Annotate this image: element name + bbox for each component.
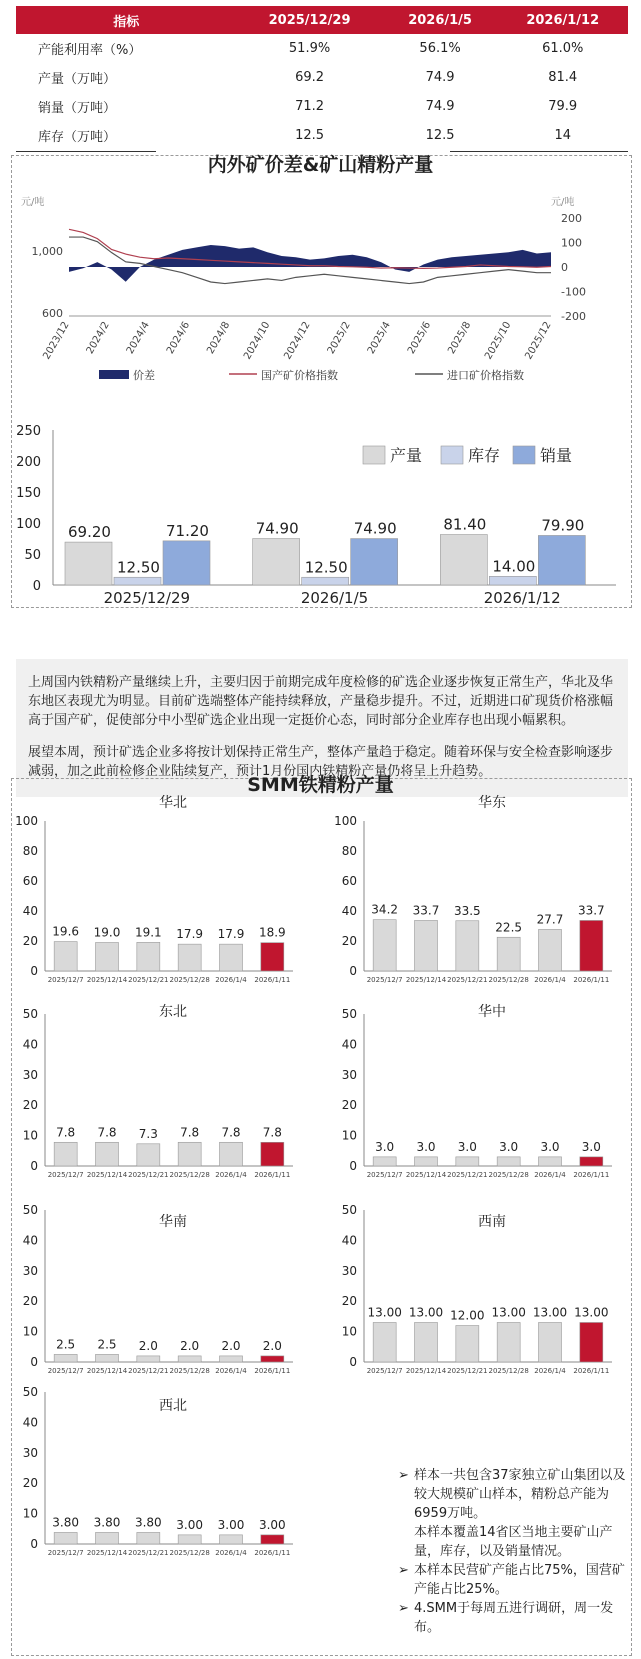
bar	[96, 1354, 119, 1362]
table-cell: 产量（万吨）	[38, 72, 117, 87]
y-tick-label: 80	[22, 844, 38, 858]
y-tick-label: 0	[30, 1355, 38, 1369]
note-text: 4.SMM于每周五进行调研，周一发布。	[414, 1601, 614, 1635]
bar-value-label: 3.0	[499, 1139, 519, 1154]
x-tick-label: 2026/1/4	[534, 1171, 566, 1179]
y-tick-label: 20	[22, 934, 38, 948]
bar-value-label: 13.00	[367, 1305, 402, 1320]
bar-库存	[489, 576, 536, 585]
bar	[497, 1157, 520, 1166]
price-spread-chart	[11, 183, 630, 393]
note-item	[398, 1599, 628, 1637]
legend-swatch	[513, 446, 535, 464]
bar-value-label: 33.7	[577, 903, 605, 918]
y-tick-label: 30	[22, 1445, 38, 1460]
y-tick-label: 40	[341, 1233, 357, 1248]
x-tick-label: 2025/12/21	[447, 976, 488, 984]
x-tick-label: 2026/1/4	[534, 1367, 566, 1375]
table-cell: 销量（万吨）	[38, 101, 117, 116]
y-tick-label: 50	[341, 1007, 357, 1021]
right-tick-label: -200	[561, 310, 586, 323]
bar-value-label: 7.8	[180, 1125, 200, 1140]
bar	[373, 920, 396, 971]
left-tick-label: 600	[42, 307, 63, 320]
y-tick-label: 40	[22, 1037, 38, 1052]
x-tick-label: 2025/12/7	[366, 1367, 403, 1375]
bar-value-label: 33.5	[453, 903, 481, 918]
y-tick-label: 10	[22, 1324, 38, 1339]
table-cell: 12.5	[425, 128, 455, 143]
note-item	[398, 1523, 628, 1561]
x-tick-label: 2024/8	[205, 320, 233, 356]
bar-value-label: 13.00	[574, 1305, 609, 1320]
bar	[178, 1535, 201, 1544]
y-tick-label: 40	[22, 1233, 38, 1248]
bar	[580, 1322, 603, 1362]
category-label: 2025/12/29	[103, 589, 191, 606]
y-tick-label: 200	[16, 455, 41, 470]
note-text: 本样本覆盖14省区当地主要矿山产量，库存，以及销量情况。	[414, 1525, 613, 1559]
bar-value-label: 12.50	[304, 558, 348, 577]
bar-value-label: 13.00	[532, 1305, 568, 1320]
region-title: 西南	[478, 1214, 506, 1230]
x-tick-label: 2026/1/4	[215, 1367, 247, 1375]
bar	[220, 944, 243, 971]
x-tick-label: 2025/12/14	[86, 1171, 128, 1179]
bar-销量	[351, 539, 398, 585]
table-header: 指标	[16, 6, 236, 34]
y-tick-label: 20	[22, 1476, 38, 1491]
bar	[373, 1157, 396, 1166]
bar	[54, 1532, 77, 1544]
bar	[178, 1356, 201, 1362]
x-tick-label: 2025/12/14	[405, 1171, 447, 1179]
legend-label: 国产矿价格指数	[261, 369, 338, 382]
table-cell: 61.0%	[542, 41, 584, 56]
bar-value-label: 2.5	[56, 1337, 76, 1352]
x-tick-label: 2026/1/11	[573, 976, 610, 984]
bar-value-label: 2.0	[221, 1338, 241, 1353]
x-tick-label: 2023/12	[41, 320, 72, 362]
arrow-icon: ➢	[398, 1563, 409, 1578]
x-tick-label: 2025/12/7	[47, 976, 84, 984]
table-row	[16, 121, 628, 150]
y-tick-label: 150	[16, 486, 41, 501]
bar	[54, 942, 77, 971]
y-tick-label: 0	[32, 579, 41, 594]
y-tick-label: 50	[22, 1385, 38, 1399]
right-tick-label: 200	[561, 212, 582, 225]
bar-销量	[538, 535, 585, 585]
left-tick-label: 1,000	[31, 245, 63, 258]
table-cell: 71.2	[295, 99, 325, 114]
region-title: 华中	[478, 1004, 506, 1020]
bar	[456, 1157, 479, 1166]
bar	[580, 1157, 603, 1166]
bar-value-label: 7.3	[138, 1126, 158, 1141]
legend-swatch-spread	[99, 370, 129, 379]
table-cell: 库存（万吨）	[38, 130, 117, 145]
y-tick-label: 40	[341, 904, 357, 918]
table-header: 2025/12/29	[236, 6, 382, 34]
bar-value-label: 19.6	[52, 924, 80, 939]
bar-value-label: 3.00	[258, 1517, 286, 1532]
table-header-row	[16, 6, 628, 34]
right-unit-label: 元/吨	[551, 197, 575, 208]
bar-value-label: 14.00	[492, 557, 536, 576]
x-tick-label: 2025/12/7	[366, 976, 403, 984]
y-tick-label: 100	[334, 814, 357, 828]
y-tick-label: 30	[22, 1263, 38, 1278]
bar	[137, 1144, 160, 1166]
price-panel-title: 内外矿价差&矿山精粉产量	[207, 154, 434, 176]
y-tick-label: 50	[22, 1203, 38, 1217]
bar-value-label: 12.00	[450, 1308, 485, 1323]
table-header: 2026/1/12	[497, 6, 628, 34]
bar-value-label: 2.0	[138, 1338, 158, 1353]
y-tick-label: 0	[349, 964, 357, 978]
right-tick-label: 0	[561, 261, 568, 274]
x-tick-label: 2025/12/14	[405, 1367, 447, 1375]
bar	[137, 1532, 160, 1544]
x-tick-label: 2024/2	[84, 320, 112, 356]
x-tick-label: 2025/2	[325, 320, 353, 356]
bar-value-label: 3.80	[93, 1515, 121, 1530]
legend-label: 产量	[390, 446, 423, 465]
legend-label: 销量	[540, 446, 573, 465]
y-tick-label: 10	[341, 1324, 357, 1339]
y-tick-label: 100	[15, 814, 38, 828]
x-tick-label: 2024/6	[164, 320, 193, 356]
y-tick-label: 20	[22, 1098, 38, 1113]
bar-value-label: 7.8	[221, 1125, 241, 1140]
sample-notes	[398, 1466, 628, 1637]
x-tick-label: 2026/1/11	[254, 976, 291, 984]
x-tick-label: 2025/12/28	[488, 976, 529, 984]
note-text: 本样本民营矿产能占比75%，国营矿产能占比25%。	[414, 1563, 625, 1597]
x-tick-label: 2025/12/21	[447, 1367, 488, 1375]
bar-value-label: 3.0	[457, 1139, 477, 1154]
production-bar-chart	[11, 420, 630, 606]
x-tick-label: 2025/12/7	[47, 1171, 84, 1179]
x-tick-label: 2025/12/14	[405, 976, 447, 984]
x-tick-label: 2025/12/14	[86, 976, 128, 984]
bar-库存	[114, 577, 161, 585]
table-header: 2026/1/5	[383, 6, 498, 34]
y-tick-label: 50	[341, 1203, 357, 1217]
bar-value-label: 18.9	[258, 925, 286, 940]
bar	[96, 1142, 119, 1166]
region-title: 东北	[159, 1004, 187, 1020]
y-tick-label: 100	[16, 517, 41, 532]
x-tick-label: 2025/12/21	[128, 1367, 169, 1375]
bar	[456, 1326, 479, 1362]
y-tick-label: 30	[341, 1263, 357, 1278]
note-text: 样本一共包含37家独立矿山集团以及较大规模矿山样本，精粉总产能为6959万吨。	[414, 1468, 626, 1521]
x-tick-label: 2026/1/11	[573, 1367, 610, 1375]
x-tick-label: 2025/12/21	[128, 1171, 169, 1179]
bar-value-label: 69.20	[68, 523, 111, 542]
bar-value-label: 3.00	[217, 1517, 245, 1532]
legend-label: 库存	[468, 446, 501, 465]
bar-value-label: 3.0	[416, 1139, 436, 1154]
bar-value-label: 7.8	[97, 1125, 117, 1140]
x-tick-label: 2025/10	[483, 320, 514, 362]
x-tick-label: 2025/12/7	[47, 1367, 84, 1375]
bar-value-label: 7.8	[262, 1125, 282, 1140]
bar	[456, 921, 479, 971]
category-label: 2026/1/12	[483, 589, 561, 606]
bar-value-label: 19.1	[134, 925, 162, 940]
bar-库存	[302, 577, 349, 585]
bar-value-label: 12.50	[117, 558, 160, 577]
bar-value-label: 2.0	[180, 1338, 200, 1353]
bar	[261, 1535, 284, 1544]
x-tick-label: 2025/4	[365, 320, 393, 356]
right-tick-label: -100	[561, 285, 586, 299]
bar	[261, 943, 284, 971]
x-tick-label: 2025/12/21	[128, 976, 169, 984]
bar-value-label: 13.00	[408, 1305, 444, 1320]
bar	[137, 942, 160, 971]
bar-value-label: 3.0	[581, 1139, 601, 1154]
bar-value-label: 74.90	[255, 519, 299, 538]
bar-产量	[65, 542, 112, 585]
x-tick-label: 2025/12/28	[169, 976, 210, 984]
y-tick-label: 10	[22, 1128, 38, 1143]
bar	[415, 920, 438, 971]
table-row	[16, 34, 628, 63]
bar	[261, 1356, 284, 1362]
bar	[415, 1157, 438, 1166]
x-tick-label: 2025/12	[523, 320, 554, 362]
bar-value-label: 34.2	[371, 902, 399, 917]
bar-value-label: 19.0	[93, 925, 121, 940]
y-tick-label: 20	[341, 934, 357, 948]
x-tick-label: 2025/12/28	[488, 1367, 529, 1375]
x-tick-label: 2025/12/7	[366, 1171, 403, 1179]
table-cell: 56.1%	[419, 41, 461, 56]
region-title: 华北	[159, 795, 187, 811]
y-tick-label: 30	[341, 1067, 357, 1082]
x-tick-label: 2025/12/7	[47, 1549, 84, 1557]
y-tick-label: 50	[22, 1007, 38, 1021]
y-tick-label: 0	[349, 1355, 357, 1369]
x-tick-label: 2026/1/11	[254, 1367, 291, 1375]
bar-value-label: 3.00	[176, 1517, 204, 1532]
y-tick-label: 60	[22, 874, 38, 888]
bar-value-label: 74.90	[353, 519, 397, 538]
bar-value-label: 2.0	[262, 1338, 282, 1353]
bar-value-label: 79.90	[541, 516, 585, 535]
commentary-paragraph: 上周国内铁精粉产量继续上升，主要归因于前期完成年度检修的矿选企业逐步恢复正常生产，华北及华东地区表现尤为明显。目前矿选端整体产能持续释放，产量稳步提升。不过，近期进口矿现货价格涨幅高于国产矿，促使部分中小型矿选企业出现一定挺价心态，同时部分企业库存也出现小幅累积。	[28, 675, 614, 728]
x-tick-label: 2025/6	[405, 320, 434, 356]
table-row	[16, 92, 628, 121]
bar-value-label: 3.80	[134, 1515, 162, 1530]
legend-label: 进口矿价格指数	[447, 369, 524, 382]
bar-销量	[163, 541, 210, 585]
table-cell: 74.9	[425, 70, 455, 85]
x-tick-label: 2025/8	[446, 320, 474, 356]
bar	[497, 1322, 520, 1362]
bar-value-label: 27.7	[536, 912, 564, 927]
y-tick-label: 0	[30, 1537, 38, 1551]
bar-value-label: 7.8	[56, 1125, 76, 1140]
bar	[220, 1356, 243, 1362]
category-label: 2026/1/5	[300, 589, 369, 606]
indicator-table	[16, 6, 628, 150]
region-title: 西北	[159, 1398, 187, 1414]
y-tick-label: 10	[22, 1506, 38, 1521]
bar	[178, 1142, 201, 1166]
bar-value-label: 17.9	[176, 927, 204, 942]
x-tick-label: 2024/4	[124, 320, 152, 356]
y-tick-label: 40	[341, 1037, 357, 1052]
left-unit-label: 元/吨	[21, 197, 45, 208]
y-tick-label: 10	[341, 1128, 357, 1143]
x-tick-label: 2025/12/28	[169, 1549, 210, 1557]
bar	[539, 1157, 562, 1166]
bar	[539, 929, 562, 971]
x-tick-label: 2026/1/11	[254, 1171, 291, 1179]
arrow-icon: ➢	[398, 1601, 409, 1616]
bar-value-label: 71.20	[166, 521, 209, 540]
table-row	[16, 63, 628, 92]
table-cell: 12.5	[295, 128, 325, 143]
legend-swatch	[363, 446, 385, 464]
y-tick-label: 20	[341, 1098, 357, 1113]
x-tick-label: 2024/12	[282, 320, 313, 362]
x-tick-label: 2025/12/28	[169, 1367, 210, 1375]
bar-产量	[440, 535, 487, 585]
legend-label: 价差	[133, 369, 155, 382]
commentary-paragraph: 展望本周，预计矿选企业多将按计划保持正常生产，整体产量趋于稳定。随着环保与安全检查影响逐步减弱，加之此前检修企业陆续复产，预计1月份国内铁精粉产量仍将呈上升趋势。	[28, 745, 614, 779]
table-cell: 51.9%	[288, 41, 331, 56]
bar	[178, 944, 201, 971]
bar	[373, 1322, 396, 1362]
y-tick-label: 20	[341, 1294, 357, 1309]
table-cell: 74.9	[425, 99, 455, 114]
table-cell: 81.4	[548, 70, 578, 85]
bar	[497, 937, 520, 971]
table-cell: 产能利用率（%）	[38, 43, 142, 58]
bar	[415, 1322, 438, 1362]
bar-value-label: 3.80	[52, 1515, 80, 1530]
x-tick-label: 2025/12/21	[128, 1549, 169, 1557]
x-tick-label: 2026/1/11	[254, 1549, 291, 1557]
y-tick-label: 80	[341, 844, 357, 858]
table-cell: 14	[554, 128, 571, 143]
bar	[539, 1322, 562, 1362]
bar	[261, 1142, 284, 1166]
x-tick-label: 2026/1/4	[534, 976, 566, 984]
bar-value-label: 22.5	[495, 920, 523, 935]
bar-value-label: 17.9	[217, 927, 245, 942]
bar-value-label: 2.5	[97, 1337, 117, 1352]
x-tick-label: 2025/12/28	[169, 1171, 210, 1179]
right-tick-label: 100	[561, 236, 582, 250]
bar	[220, 1142, 243, 1166]
x-tick-label: 2025/12/14	[86, 1549, 128, 1557]
x-tick-label: 2026/1/4	[215, 976, 247, 984]
x-tick-label: 2025/12/21	[447, 1171, 488, 1179]
arrow-icon: ➢	[398, 1468, 409, 1483]
y-tick-label: 40	[22, 904, 38, 918]
y-tick-label: 50	[24, 548, 41, 563]
y-tick-label: 30	[22, 1067, 38, 1082]
legend-swatch	[441, 446, 463, 464]
smm-title: SMM铁精粉产量	[247, 774, 394, 796]
bar	[137, 1356, 160, 1362]
region-title: 华南	[159, 1214, 187, 1230]
table-cell: 79.9	[548, 99, 578, 114]
bar-value-label: 3.0	[375, 1139, 395, 1154]
table-cell: 69.2	[295, 70, 325, 85]
bar	[54, 1354, 77, 1362]
bar-value-label: 81.40	[443, 515, 487, 534]
bar	[54, 1142, 77, 1166]
note-item	[398, 1466, 628, 1523]
x-tick-label: 2024/10	[242, 320, 273, 362]
y-tick-label: 60	[341, 874, 357, 888]
note-item	[398, 1561, 628, 1599]
bar-value-label: 33.7	[412, 903, 440, 918]
y-tick-label: 0	[30, 964, 38, 978]
x-tick-label: 2026/1/11	[573, 1171, 610, 1179]
bar-产量	[253, 539, 300, 585]
bar	[96, 943, 119, 972]
bar	[96, 1532, 119, 1544]
x-tick-label: 2026/1/4	[215, 1171, 247, 1179]
y-tick-label: 20	[22, 1294, 38, 1309]
x-tick-label: 2025/12/14	[86, 1367, 128, 1375]
bar-value-label: 3.0	[540, 1139, 560, 1154]
y-tick-label: 0	[30, 1159, 38, 1173]
y-tick-label: 0	[349, 1159, 357, 1173]
bar	[220, 1535, 243, 1544]
bar	[580, 920, 603, 971]
region-title: 华东	[478, 795, 506, 811]
y-tick-label: 40	[22, 1415, 38, 1430]
y-tick-label: 250	[16, 424, 41, 439]
x-tick-label: 2026/1/4	[215, 1549, 247, 1557]
bar-value-label: 13.00	[491, 1305, 526, 1320]
x-tick-label: 2025/12/28	[488, 1171, 529, 1179]
